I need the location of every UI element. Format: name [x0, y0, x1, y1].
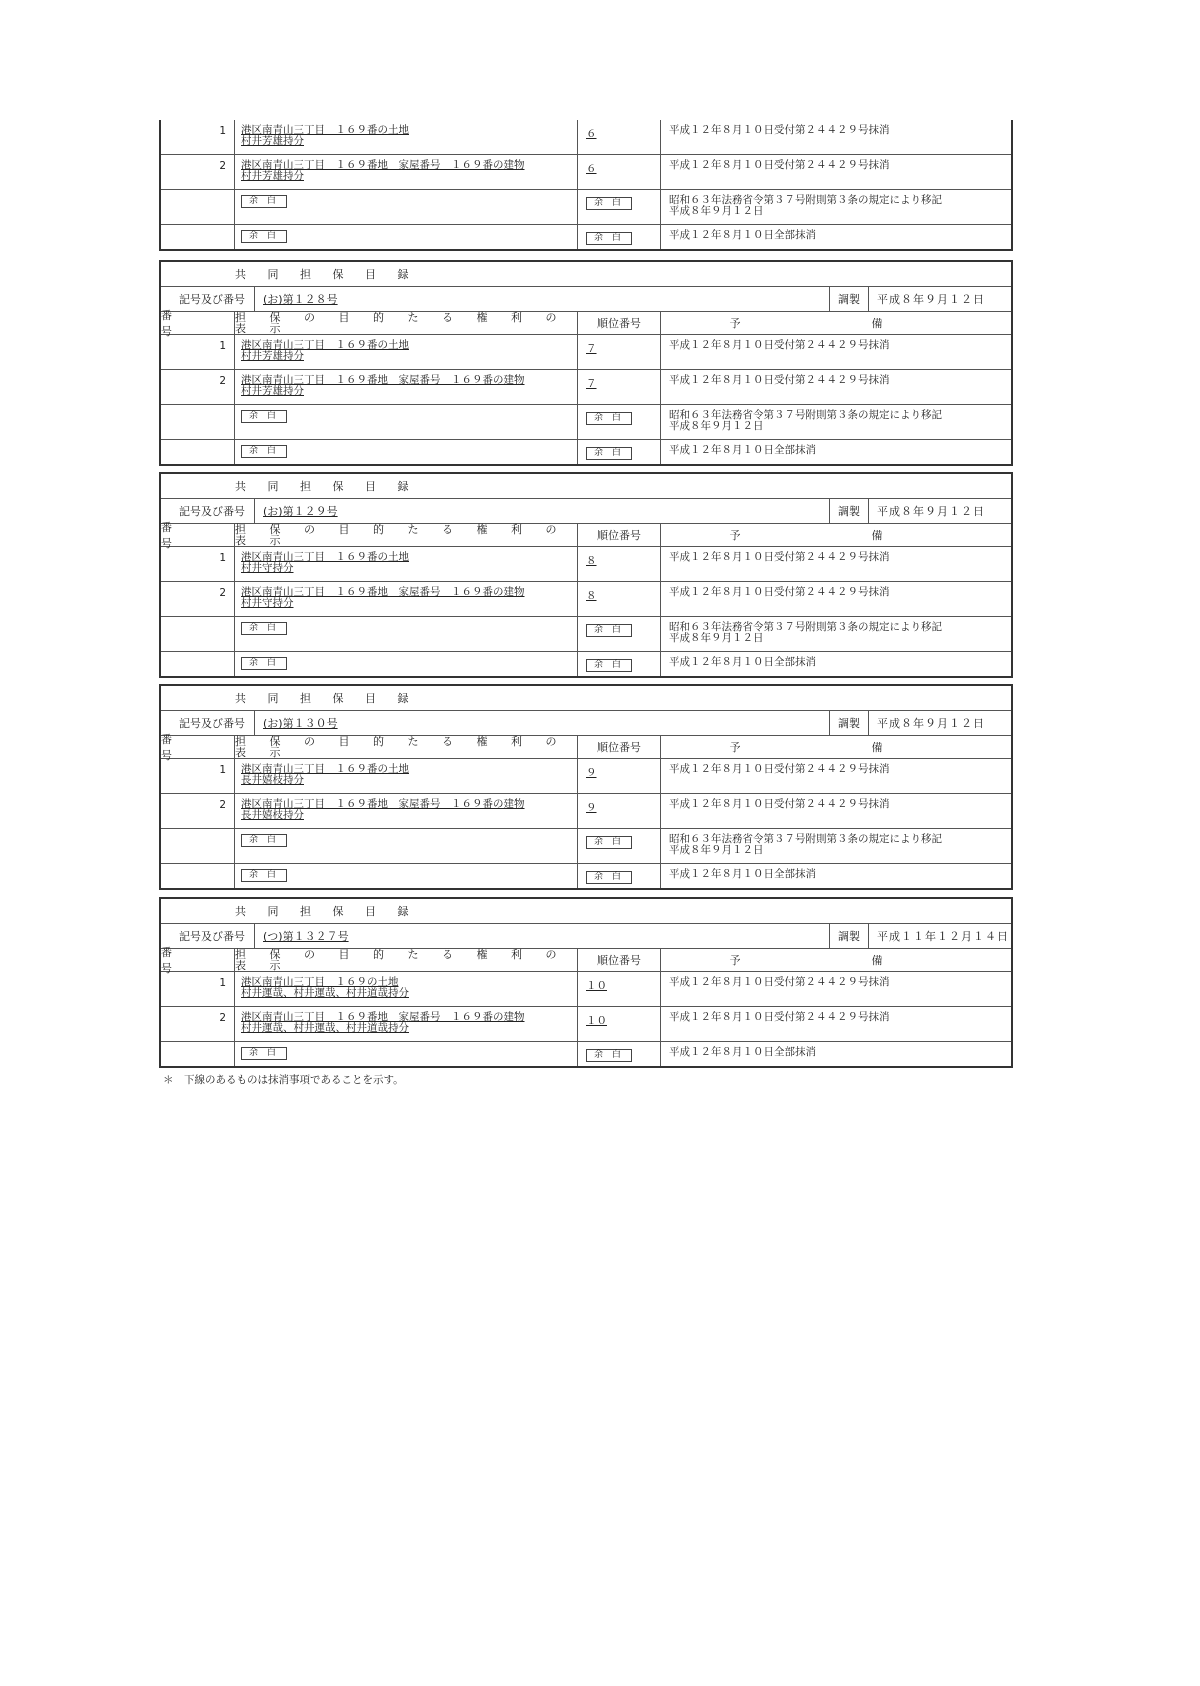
column-header-row	[161, 309, 1011, 338]
prepared-label: 調製	[829, 287, 869, 311]
item-number: 1	[161, 547, 235, 581]
remark: 平成１２年８月１０日受付第２４４２９号抹消	[669, 798, 890, 810]
remark: 平成１２年８月１０日全部抹消	[669, 868, 816, 880]
table-row	[161, 972, 1011, 1007]
collateral-record-128	[159, 260, 1013, 466]
item-content	[235, 794, 578, 828]
header-rank: 順位番号	[578, 949, 661, 971]
remark: 昭和６３年法務省令第３７号附則第３条の規定により移記 平成８年９月１２日	[669, 409, 942, 432]
remark: 平成１２年８月１０日受付第２４４２９号抹消	[669, 339, 890, 351]
record-subheader	[161, 924, 1011, 949]
column-header-row	[161, 521, 1011, 550]
collateral-record-130	[159, 684, 1013, 890]
prepared-date: 平成１１年１２月１４日	[877, 930, 1009, 943]
blank-stamp: 余 白	[241, 410, 287, 423]
column-header-row	[161, 946, 1011, 975]
item-line-2: 長井嬉枝持分	[241, 774, 304, 786]
item-content	[235, 759, 578, 793]
header-number: 番 号	[161, 736, 235, 758]
item-line-1: 港区南青山三丁目 １６９の土地	[241, 976, 399, 988]
item-content	[235, 547, 578, 581]
header-content: 担 保 の 目 的 た る 権 利 の 表 示	[235, 949, 578, 971]
header-number: 番 号	[161, 949, 235, 971]
item-number: 1	[161, 759, 235, 793]
prepared-date: 平成８年９月１２日	[877, 293, 985, 306]
rank-number: ９	[578, 759, 661, 793]
collateral-record-129	[159, 472, 1013, 678]
header-content: 担 保 の 目 的 た る 権 利 の 表 示	[235, 736, 578, 758]
collateral-table-continued	[159, 120, 1013, 251]
symbol-label: 記号及び番号	[161, 711, 255, 735]
rank-number: ８	[578, 582, 661, 616]
remark: 平成１２年８月１０日受付第２４４２９号抹消	[669, 1011, 890, 1023]
blank-stamp: 余 白	[586, 232, 632, 245]
blank-stamp: 余 白	[586, 1049, 632, 1062]
prepared-date: 平成８年９月１２日	[877, 717, 985, 730]
blank-stamp: 余 白	[241, 869, 287, 882]
deletion-row	[161, 652, 1011, 676]
blank-stamp: 余 白	[586, 659, 632, 672]
table-row	[161, 547, 1011, 582]
blank-stamp: 余 白	[586, 197, 632, 210]
symbol-value: (お)第１２９号	[263, 505, 338, 518]
table-row	[161, 1007, 1011, 1042]
remark: 昭和６３年法務省令第３７号附則第３条の規定により移記 平成８年９月１２日	[669, 194, 942, 217]
table-row	[161, 582, 1011, 617]
header-remarks: 予 備	[729, 740, 943, 754]
blank-stamp: 余 白	[241, 657, 287, 670]
item-content	[235, 155, 578, 189]
deletion-row	[161, 864, 1011, 888]
symbol-value: (お)第１３０号	[263, 717, 338, 730]
item-content	[235, 120, 578, 154]
remark: 平成１２年８月１０日受付第２４４２９号抹消	[669, 976, 890, 988]
item-number: 2	[161, 1007, 235, 1041]
item-line-1: 港区南青山三丁目 １６９番の土地	[241, 124, 409, 136]
header-remarks: 予 備	[729, 528, 943, 542]
item-line-2: 村井芳雄持分	[241, 170, 304, 182]
symbol-label: 記号及び番号	[161, 924, 255, 948]
rank-number: ９	[578, 794, 661, 828]
remark: 平成１２年８月１０日受付第２４４２９号抹消	[669, 551, 890, 563]
item-line-2: 村井守持分	[241, 597, 294, 609]
header-number: 番 号	[161, 312, 235, 334]
prepared-label: 調製	[829, 711, 869, 735]
header-content: 担 保 の 目 的 た る 権 利 の 表 示	[235, 312, 578, 334]
item-content	[235, 370, 578, 404]
prepared-date: 平成８年９月１２日	[877, 505, 985, 518]
blank-stamp: 余 白	[241, 445, 287, 458]
remark: 平成１２年８月１０日受付第２４４２９号抹消	[669, 124, 890, 136]
remark: 平成１２年８月１０日受付第２４４２９号抹消	[669, 763, 890, 775]
remark: 平成１２年８月１０日全部抹消	[669, 1046, 816, 1058]
item-content	[235, 972, 578, 1006]
remark: 昭和６３年法務省令第３７号附則第３条の規定により移記 平成８年９月１２日	[669, 621, 942, 644]
header-number: 番 号	[161, 524, 235, 546]
deletion-row	[161, 440, 1011, 464]
blank-stamp: 余 白	[241, 230, 287, 243]
item-line-1: 港区南青山三丁目 １６９番の土地	[241, 551, 409, 563]
header-rank: 順位番号	[578, 524, 661, 546]
record-subheader	[161, 499, 1011, 524]
item-number: 2	[161, 794, 235, 828]
column-header-row	[161, 733, 1011, 762]
header-rank: 順位番号	[578, 312, 661, 334]
blank-stamp: 余 白	[241, 195, 287, 208]
header-remarks: 予 備	[729, 316, 943, 330]
record-title: 共 同 担 保 目 録	[161, 262, 1011, 287]
item-line-1: 港区南青山三丁目 １６９番地 家屋番号 １６９番の建物	[241, 1011, 525, 1023]
blank-stamp: 余 白	[241, 834, 287, 847]
collateral-record-1327	[159, 897, 1013, 1068]
symbol-label: 記号及び番号	[161, 499, 255, 523]
transfer-note-row	[161, 405, 1011, 440]
transfer-note-row	[161, 190, 1011, 225]
table-row	[161, 370, 1011, 405]
rank-number: ６	[578, 155, 661, 189]
record-subheader	[161, 287, 1011, 312]
item-number: 2	[161, 370, 235, 404]
item-line-1: 港区南青山三丁目 １６９番地 家屋番号 １６９番の建物	[241, 798, 525, 810]
symbol-label: 記号及び番号	[161, 287, 255, 311]
item-number: 2	[161, 155, 235, 189]
blank-stamp: 余 白	[586, 836, 632, 849]
blank-stamp: 余 白	[586, 624, 632, 637]
table-row	[161, 120, 1011, 155]
item-line-1: 港区南青山三丁目 １６９番の土地	[241, 339, 409, 351]
blank-stamp: 余 白	[586, 447, 632, 460]
symbol-value: (つ)第１３２７号	[263, 930, 349, 943]
remark: 平成１２年８月１０日全部抹消	[669, 444, 816, 456]
table-row	[161, 335, 1011, 370]
item-number: 2	[161, 582, 235, 616]
item-line-1: 港区南青山三丁目 １６９番の土地	[241, 763, 409, 775]
item-number: 1	[161, 972, 235, 1006]
item-number: 1	[161, 120, 235, 154]
record-title: 共 同 担 保 目 録	[161, 686, 1011, 711]
deletion-row	[161, 225, 1011, 249]
item-line-2: 村井運哉、村井運哉、村井道哉持分	[241, 1022, 409, 1034]
blank-stamp: 余 白	[241, 622, 287, 635]
remark: 平成１２年８月１０日全部抹消	[669, 229, 816, 241]
item-number: 1	[161, 335, 235, 369]
item-content	[235, 582, 578, 616]
item-line-2: 村井芳雄持分	[241, 350, 304, 362]
rank-number: ８	[578, 547, 661, 581]
item-line-2: 村井運哉、村井運哉、村井道哉持分	[241, 987, 409, 999]
remark: 平成１２年８月１０日全部抹消	[669, 656, 816, 668]
item-line-1: 港区南青山三丁目 １６９番地 家屋番号 １６９番の建物	[241, 586, 525, 598]
remark: 平成１２年８月１０日受付第２４４２９号抹消	[669, 159, 890, 171]
item-line-2: 村井芳雄持分	[241, 135, 304, 147]
prepared-label: 調製	[829, 924, 869, 948]
header-content: 担 保 の 目 的 た る 権 利 の 表 示	[235, 524, 578, 546]
footnote: ＊ 下線のあるものは抹消事項であることを示す。	[163, 1074, 404, 1086]
item-content	[235, 1007, 578, 1041]
remark: 昭和６３年法務省令第３７号附則第３条の規定により移記 平成８年９月１２日	[669, 833, 942, 856]
item-line-2: 村井芳雄持分	[241, 385, 304, 397]
item-line-1: 港区南青山三丁目 １６９番地 家屋番号 １６９番の建物	[241, 374, 525, 386]
item-line-2: 長井嬉枝持分	[241, 809, 304, 821]
header-rank: 順位番号	[578, 736, 661, 758]
symbol-value: (お)第１２８号	[263, 293, 338, 306]
rank-number: １０	[578, 1007, 661, 1041]
deletion-row	[161, 1042, 1011, 1066]
rank-number: ７	[578, 370, 661, 404]
remark: 平成１２年８月１０日受付第２４４２９号抹消	[669, 374, 890, 386]
remark: 平成１２年８月１０日受付第２４４２９号抹消	[669, 586, 890, 598]
table-row	[161, 155, 1011, 190]
transfer-note-row	[161, 617, 1011, 652]
item-line-2: 村井守持分	[241, 562, 294, 574]
blank-stamp: 余 白	[241, 1047, 287, 1060]
header-remarks: 予 備	[729, 953, 943, 967]
blank-stamp: 余 白	[586, 412, 632, 425]
table-row	[161, 759, 1011, 794]
blank-stamp: 余 白	[586, 871, 632, 884]
rank-number: ７	[578, 335, 661, 369]
record-title: 共 同 担 保 目 録	[161, 474, 1011, 499]
prepared-label: 調製	[829, 499, 869, 523]
record-title: 共 同 担 保 目 録	[161, 899, 1011, 924]
item-line-1: 港区南青山三丁目 １６９番地 家屋番号 １６９番の建物	[241, 159, 525, 171]
transfer-note-row	[161, 829, 1011, 864]
item-content	[235, 335, 578, 369]
rank-number: １０	[578, 972, 661, 1006]
table-row	[161, 794, 1011, 829]
rank-number: ６	[578, 120, 661, 154]
record-subheader	[161, 711, 1011, 736]
